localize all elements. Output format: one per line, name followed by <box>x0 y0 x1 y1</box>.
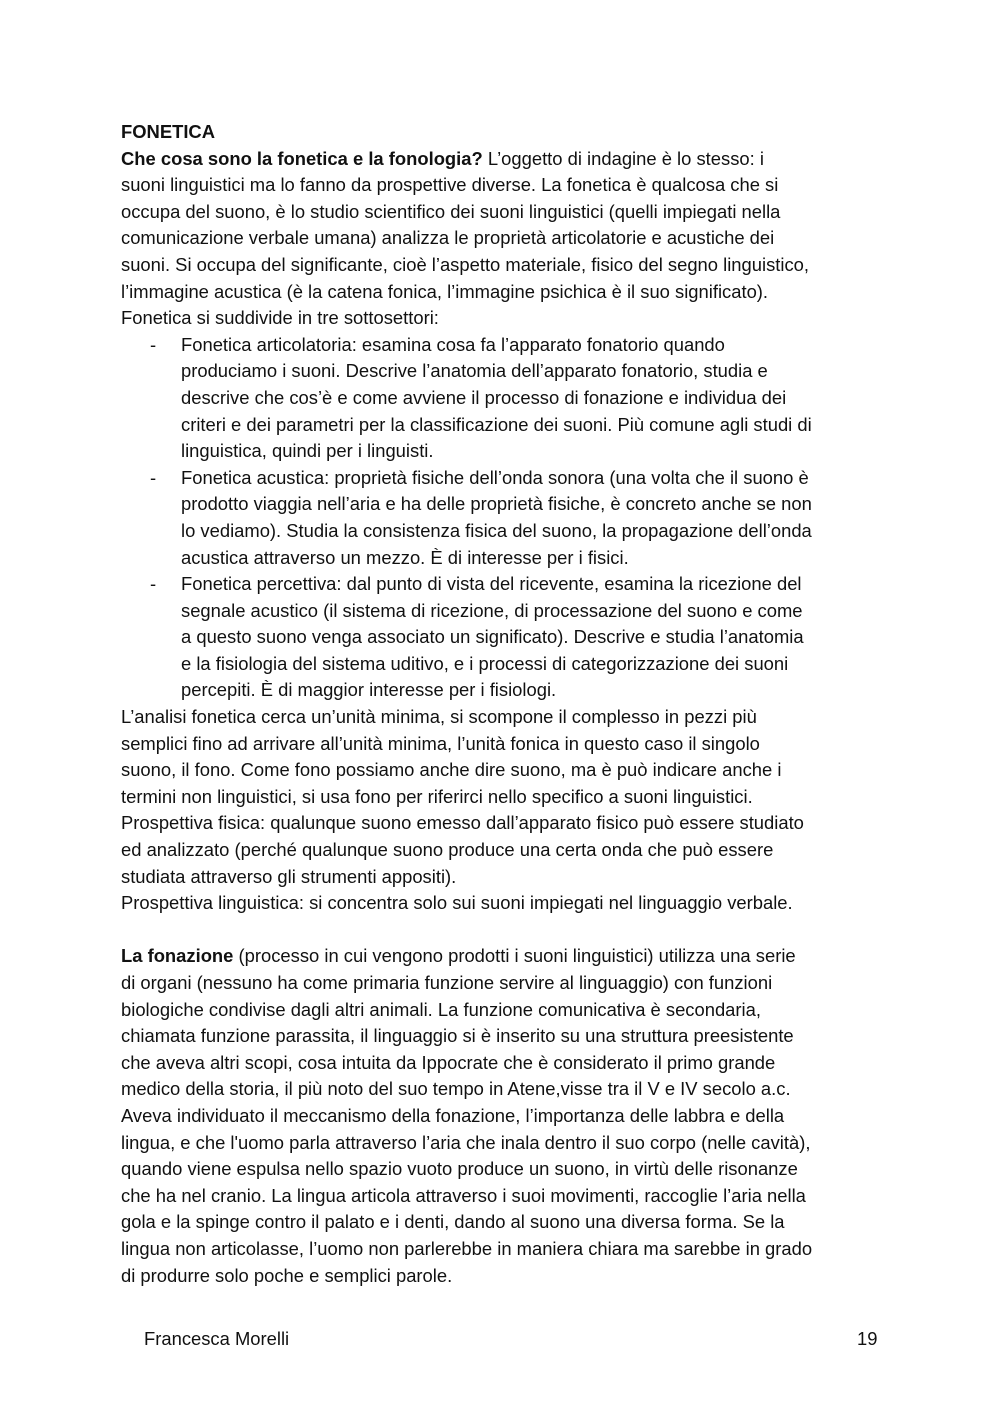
fonazione-line: medico della storia, il più noto del suo tempo in Atene,visse tra il V e IV secolo a.c. <box>121 1078 791 1100</box>
paragraph-spacer <box>121 917 891 944</box>
bullet-line: linguistica, quindi per i linguisti. <box>181 440 434 462</box>
analysis-line: termini non linguistici, si usa fono per riferirci nello specifico a suoni linguistici. <box>121 785 753 807</box>
bullet-line: a questo suono venga associato un significato). Descrive e studia l’anatomia <box>181 626 804 648</box>
analysis-line: ed analizzato (perché qualunque suono produce una certa onda che può essere <box>121 839 774 861</box>
intro-line: l’immagine acustica (è la catena fonica, l’immagine psichica è il suo significato). <box>121 280 769 302</box>
analysis-line: semplici fino ad arrivare all’unità minima, l’unità fonica in questo caso il singolo <box>121 732 760 754</box>
fonazione-first-line-rest: (processo in cui vengono prodotti i suoni linguistici) utilizza una serie <box>233 945 796 967</box>
intro-line: occupa del suono, è lo studio scientifico dei suoni linguistici (quelli impiegati nella <box>121 200 781 222</box>
intro-line: comunicazione verbale umana) analizza le proprietà articolatorie e acustiche dei <box>121 227 775 249</box>
analysis-line: studiata attraverso gli strumenti appositi). <box>121 865 457 887</box>
bullet-item-articolatoria <box>121 332 891 465</box>
fonazione-line: lingua, e che l'uomo parla attraverso l’aria che inala dentro il suo corpo (nelle cavità), <box>121 1131 811 1153</box>
fonazione-line: gola e la spinge contro il palato e i denti, dando al suono una diversa forma. Se la <box>121 1211 785 1233</box>
fonazione-term: La fonazione <box>121 945 234 967</box>
bullet-line: segnale acustico (il sistema di ricezione, di processazione del suono e come <box>181 599 803 621</box>
intro-question: Che cosa sono la fonetica e la fonologia? <box>121 147 483 169</box>
fonazione-line: che ha nel cranio. La lingua articola attraverso i suoi movimenti, raccoglie l’aria nella <box>121 1184 806 1206</box>
intro-line: suoni linguistici ma lo fanno da prospettive diverse. La fonetica è qualcosa che si <box>121 174 779 196</box>
fonazione-line: di produrre solo poche e semplici parole. <box>121 1264 453 1286</box>
bullet-line: Fonetica acustica: proprietà fisiche dell’onda sonora (una volta che il suono è <box>181 466 809 488</box>
bullet-line: criteri e dei parametri per la classificazione dei suoni. Più comune agli studi di <box>181 413 812 435</box>
bullet-line: acustica attraverso un mezzo. È di interesse per i fisici. <box>181 546 629 568</box>
page-body <box>121 119 891 1289</box>
fonazione-line: di organi (nessuno ha come primaria funzione servire al linguaggio) con funzioni <box>121 972 773 993</box>
bullet-line: Fonetica articolatoria: esamina cosa fa l’apparato fonatorio quando <box>181 333 725 355</box>
footer-page-number: 19 <box>857 1328 878 1349</box>
intro-first-line-rest: L’oggetto di indagine è lo stesso: i <box>482 147 764 169</box>
bullet-dash: - <box>150 573 157 595</box>
bullet-line: percepiti. È di maggior interesse per i fisiologi. <box>181 679 557 701</box>
bullet-item-acustica <box>121 465 891 571</box>
bullet-line: lo vediamo). Studia la consistenza fisica del suono, la propagazione dell’onda <box>181 519 812 541</box>
footer-author: Francesca Morelli <box>144 1328 290 1349</box>
fonazione-line: biologiche condivise dagli altri animali. La funzione comunicativa è secondaria, <box>121 998 761 1020</box>
bullet-line: Fonetica percettiva: dal punto di vista del ricevente, esamina la ricezione del <box>181 573 802 595</box>
bullet-line: prodotto viaggia nell’aria e ha delle proprietà fisiche, è concreto anche se non <box>181 493 812 515</box>
intro-first-line <box>121 146 891 173</box>
bullet-dash: - <box>150 333 157 355</box>
section-heading: FONETICA <box>121 121 215 142</box>
analysis-line: L’analisi fonetica cerca un’unità minima, si scompone il complesso in pezzi più <box>121 706 757 728</box>
bullet-item-percettiva <box>121 571 891 704</box>
fonazione-line: lingua non articolasse, l’uomo non parlerebbe in maniera chiara ma sarebbe in grado <box>121 1237 813 1259</box>
bullet-dash: - <box>150 466 157 488</box>
intro-line: Fonetica si suddivide in tre sottosettori: <box>121 307 439 329</box>
fonazione-line: Aveva individuato il meccanismo della fonazione, l’importanza delle labbra e della <box>121 1104 785 1126</box>
fonazione-first-line <box>121 943 891 970</box>
bullet-line: produciamo i suoni. Descrive l’anatomia dell’apparato fonatorio, studia e <box>181 360 768 382</box>
analysis-line: Prospettiva linguistica: si concentra solo sui suoni impiegati nel linguaggio verbale. <box>121 892 793 914</box>
bullet-line: e la fisiologia del sistema uditivo, e i processi di categorizzazione dei suoni <box>181 652 789 674</box>
intro-line: suoni. Si occupa del significante, cioè l’aspetto materiale, fisico del segno linguistico, <box>121 253 809 275</box>
analysis-line: suono, il fono. Come fono possiamo anche dire suono, ma è può indicare anche i <box>121 759 782 781</box>
fonazione-line: che aveva altri scopi, cosa intuita da Ippocrate che è considerato il primo grande <box>121 1051 776 1073</box>
analysis-line: Prospettiva fisica: qualunque suono emesso dall’apparato fisico può essere studiato <box>121 812 804 834</box>
fonazione-line: chiamata funzione parassita, il linguaggio si è inserito su una struttura preesistente <box>121 1025 794 1047</box>
bullet-line: descrive che cos’è e come avviene il processo di fonazione e individua dei <box>181 386 787 408</box>
fonazione-line: quando viene espulsa nello spazio vuoto produce un suono, in virtù delle risonanze <box>121 1158 798 1180</box>
